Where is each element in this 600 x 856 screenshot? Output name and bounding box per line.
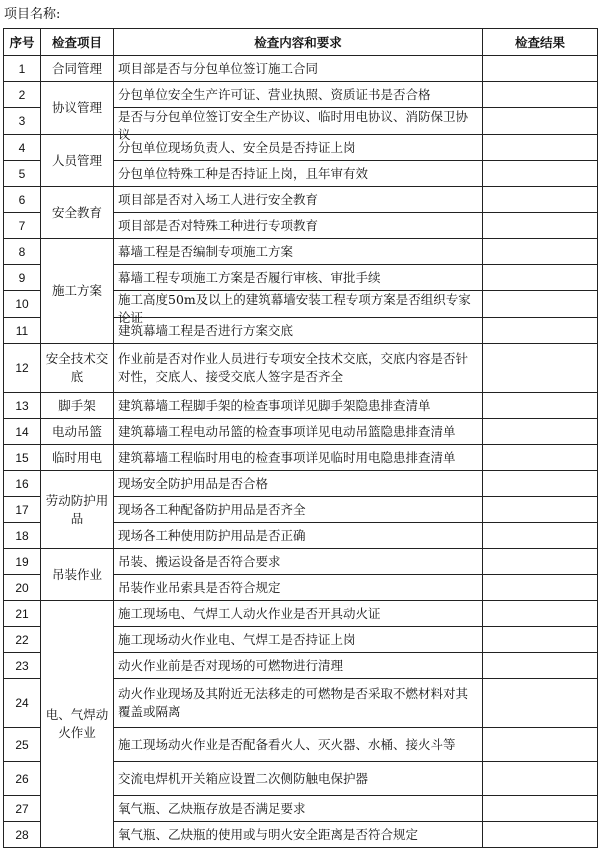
check-result-cell[interactable]: [483, 523, 598, 549]
row-number: 4: [4, 135, 41, 161]
table-row: [4, 187, 598, 213]
col-header-result: 检查结果: [483, 29, 598, 56]
row-number: 13: [4, 393, 41, 419]
row-number: 5: [4, 161, 41, 187]
check-content: [114, 108, 483, 142]
table-row: [4, 56, 598, 82]
row-number: 22: [4, 627, 41, 653]
row-number: 6: [4, 187, 41, 213]
check-result-cell[interactable]: [483, 82, 598, 108]
check-result-cell[interactable]: [483, 796, 598, 822]
row-number: 17: [4, 497, 41, 523]
check-content: 吊装、搬运设备是否符合要求: [114, 549, 483, 575]
row-number: 15: [4, 445, 41, 471]
table-row: [4, 239, 598, 265]
check-content: 氧气瓶、乙炔瓶的使用或与明火安全距离是否符合规定: [114, 822, 483, 848]
check-content: 现场安全防护用品是否合格: [114, 471, 483, 497]
row-number: 10: [4, 291, 41, 318]
check-item: 人员管理: [41, 135, 114, 187]
row-number: 16: [4, 471, 41, 497]
row-number: 19: [4, 549, 41, 575]
check-content: 项目部是否对特殊工种进行专项教育: [114, 213, 483, 239]
check-result-cell[interactable]: [483, 108, 598, 135]
row-number: 25: [4, 728, 41, 762]
check-result-cell[interactable]: [483, 601, 598, 627]
check-item: 吊装作业: [41, 549, 114, 601]
row-number: 14: [4, 419, 41, 445]
check-result-cell[interactable]: [483, 549, 598, 575]
col-header-item: 检查项目: [41, 29, 114, 56]
check-content: 动火作业现场及其附近无法移走的可燃物是否采取不燃材料对其覆盖或隔离: [114, 679, 483, 728]
check-content: 作业前是否对作业人员进行专项安全技术交底，交底内容是否针对性，交底人、接受交底人签字是否齐全: [114, 344, 483, 393]
check-content: 建筑幕墙工程临时用电的检查事项详见临时用电隐患排查清单: [114, 445, 483, 471]
table-row: [4, 419, 598, 445]
row-number: 21: [4, 601, 41, 627]
check-content: 建筑幕墙工程脚手架的检查事项详见脚手架隐患排查清单: [114, 393, 483, 419]
check-item: 安全技术交底: [41, 344, 114, 393]
check-item: 临时用电: [41, 445, 114, 471]
row-number: 24: [4, 679, 41, 728]
check-result-cell[interactable]: [483, 56, 598, 82]
check-content-text: 施工高度50m及以上的建筑幕墙安装工程专项方案是否组织专家论证: [118, 292, 471, 325]
check-item: 劳动防护用品: [41, 471, 114, 549]
check-content: 项目部是否对入场工人进行安全教育: [114, 187, 483, 213]
check-result-cell[interactable]: [483, 265, 598, 291]
check-content: 施工现场电、气焊工人动火作业是否开具动火证: [114, 601, 483, 627]
check-content-text: 是否与分包单位签订安全生产协议、临时用电协议、消防保卫协议: [118, 109, 469, 142]
table-row: [4, 471, 598, 497]
row-number: 3: [4, 108, 41, 135]
row-number: 27: [4, 796, 41, 822]
col-header-content: 检查内容和要求: [114, 29, 483, 56]
check-item: 脚手架: [41, 393, 114, 419]
check-result-cell[interactable]: [483, 653, 598, 679]
table-row: [4, 393, 598, 419]
check-item: 协议管理: [41, 82, 114, 135]
check-result-cell[interactable]: [483, 344, 598, 393]
check-content: 幕墙工程专项施工方案是否履行审核、审批手续: [114, 265, 483, 291]
check-result-cell[interactable]: [483, 318, 598, 344]
check-content: 交流电焊机开关箱应设置二次侧防触电保护器: [114, 762, 483, 796]
check-content: 吊装作业吊索具是否符合规定: [114, 575, 483, 601]
row-number: 23: [4, 653, 41, 679]
table-row: [4, 549, 598, 575]
check-content: 建筑幕墙工程是否进行方案交底: [114, 318, 483, 344]
check-item: 合同管理: [41, 56, 114, 82]
check-result-cell[interactable]: [483, 135, 598, 161]
check-result-cell[interactable]: [483, 822, 598, 848]
table-row: [4, 135, 598, 161]
col-header-no: 序号: [4, 29, 41, 56]
row-number: 1: [4, 56, 41, 82]
table-row: [4, 445, 598, 471]
table-row: [4, 82, 598, 108]
check-result-cell[interactable]: [483, 291, 598, 318]
row-number: 26: [4, 762, 41, 796]
check-result-cell[interactable]: [483, 161, 598, 187]
row-number: 9: [4, 265, 41, 291]
check-content: 施工现场动火作业电、气焊工是否持证上岗: [114, 627, 483, 653]
inspection-table: [3, 28, 598, 848]
check-result-cell[interactable]: [483, 187, 598, 213]
check-result-cell[interactable]: [483, 575, 598, 601]
check-result-cell[interactable]: [483, 393, 598, 419]
row-number: 11: [4, 318, 41, 344]
table-row: [4, 601, 598, 627]
check-item: 电、气焊动火作业: [41, 601, 114, 848]
table-row: [4, 344, 598, 393]
check-content: 建筑幕墙工程电动吊篮的检查事项详见电动吊篮隐患排查清单: [114, 419, 483, 445]
row-number: 18: [4, 523, 41, 549]
row-number: 8: [4, 239, 41, 265]
check-result-cell[interactable]: [483, 239, 598, 265]
check-result-cell[interactable]: [483, 679, 598, 728]
check-content: 分包单位特殊工种是否持证上岗，且年审有效: [114, 161, 483, 187]
check-result-cell[interactable]: [483, 213, 598, 239]
check-content: 分包单位现场负责人、安全员是否持证上岗: [114, 135, 483, 161]
check-result-cell[interactable]: [483, 497, 598, 523]
row-number: 20: [4, 575, 41, 601]
check-content: 分包单位安全生产许可证、营业执照、资质证书是否合格: [114, 82, 483, 108]
check-content: 幕墙工程是否编制专项施工方案: [114, 239, 483, 265]
row-number: 12: [4, 344, 41, 393]
check-result-cell[interactable]: [483, 419, 598, 445]
project-name-label: 项目名称:: [4, 7, 61, 22]
table-header-row: [4, 29, 598, 56]
check-content: [114, 291, 483, 325]
check-content: 项目部是否与分包单位签订施工合同: [114, 56, 483, 82]
check-content: 现场各工种配备防护用品是否齐全: [114, 497, 483, 523]
check-item: 电动吊篮: [41, 419, 114, 445]
check-item: 安全教育: [41, 187, 114, 239]
row-number: 28: [4, 822, 41, 848]
check-content: 氧气瓶、乙炔瓶存放是否满足要求: [114, 796, 483, 822]
check-item: 施工方案: [41, 239, 114, 344]
check-content: 动火作业前是否对现场的可燃物进行清理: [114, 653, 483, 679]
check-result-cell[interactable]: [483, 728, 598, 762]
check-content: 施工现场动火作业是否配备看火人、灭火器、水桶、接火斗等: [114, 728, 483, 762]
check-result-cell[interactable]: [483, 627, 598, 653]
row-number: 2: [4, 82, 41, 108]
check-result-cell[interactable]: [483, 445, 598, 471]
check-content: 现场各工种使用防护用品是否正确: [114, 523, 483, 549]
check-result-cell[interactable]: [483, 471, 598, 497]
check-result-cell[interactable]: [483, 762, 598, 796]
row-number: 7: [4, 213, 41, 239]
